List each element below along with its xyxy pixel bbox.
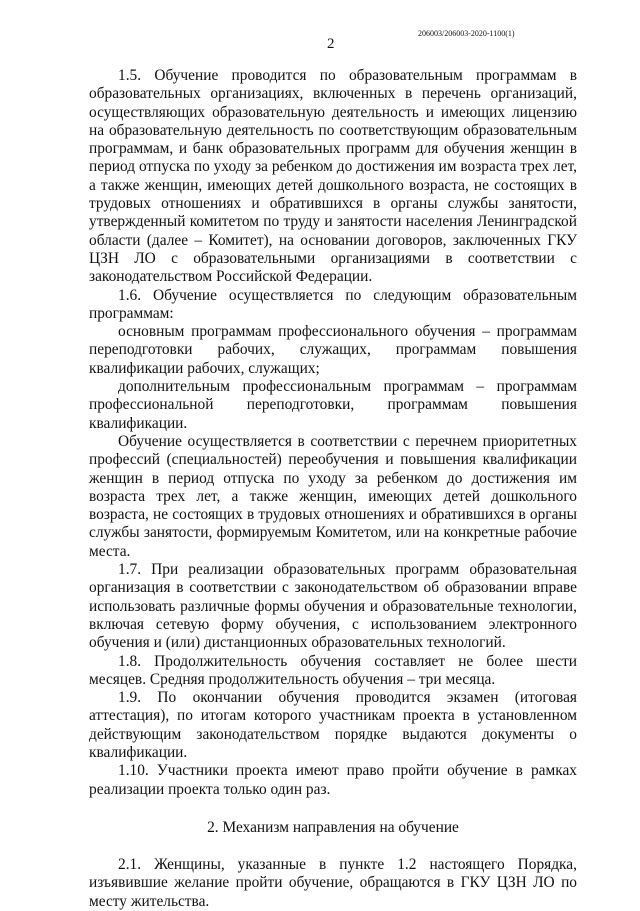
paragraph-1-6: 1.6. Обучение осуществляется по следующим образовательным программам: xyxy=(89,286,577,322)
document-id: 206003/206003-2020-1100(1) xyxy=(418,29,515,38)
paragraph-1-8: 1.8. Продолжительность обучения составляет не более шести месяцев. Средняя продолжительность обучения – три месяца. xyxy=(89,652,577,688)
paragraph-1-5: 1.5. Обучение проводится по образовательным программам в образовательных организациях, включенных в перечень организаций, осуществляющих образовательную деятельность и имеющих лицензию на образовательную деятельность по соответствующим образовательным программам, и банк образовательных программ для обучения женщин в период отпуска по уходу за ребенком до достижения им возраста трех лет, а также женщин, имеющих детей дошкольного возраста, не состоящих в трудовых отношениях и обратившихся в органы службы занятости, утвержденный комитетом по труду и занятости населения Ленинградской области (далее – Комитет), на основании договоров, заключенных ГКУ ЦЗН ЛО с образовательными организациями в соответствии с законодательством Российской Федерации. xyxy=(89,67,577,286)
paragraph-1-10: 1.10. Участники проекта имеют право пройти обучение в рамках реализации проекта только один раз. xyxy=(89,762,577,798)
document-body xyxy=(89,67,577,911)
paragraph-2-1: 2.1. Женщины, указанные в пункте 1.2 настоящего Порядка, изъявившие желание пройти обучение, обращаются в ГКУ ЦЗН ЛО по месту жительства. xyxy=(89,856,577,910)
page-number: 2 xyxy=(327,36,335,52)
paragraph-1-6-list-item-a: основным программам профессионального обучения – программам переподготовки рабочих, служащих, программам повышения квалификации рабочих, служащих; xyxy=(89,323,577,377)
paragraph-1-9: 1.9. По окончании обучения проводится экзамен (итоговая аттестация), по итогам которого участникам проекта в установленном действующим законодательством порядке выдаются документы о квалификации. xyxy=(89,689,577,761)
paragraph-1-7: 1.7. При реализации образовательных программ образовательная организация в соответствии с законодательством об образовании вправе использовать различные формы обучения и образовательные технологии, включая сетевую форму обучения, с использованием электронного обучения и (или) дистанционных образовательных технологий. xyxy=(89,561,577,652)
paragraph-1-6-note: Обучение осуществляется в соответствии с перечнем приоритетных профессий (специальностей) переобучения и повышения квалификации женщин в период отпуска по уходу за ребенком до достижения им возраста трех лет, а также женщин, имеющих детей дошкольного возраста, не состоящих в трудовых отношениях и обратившихся в органы службы занятости, формируемым Комитетом, или на конкретные рабочие места. xyxy=(89,432,577,560)
paragraph-1-6-list-item-b: дополнительным профессиональным программам – программам профессиональной переподготовки, программам повышения квалификации. xyxy=(89,378,577,432)
section-2-heading: 2. Механизм направления на обучение xyxy=(207,818,459,836)
